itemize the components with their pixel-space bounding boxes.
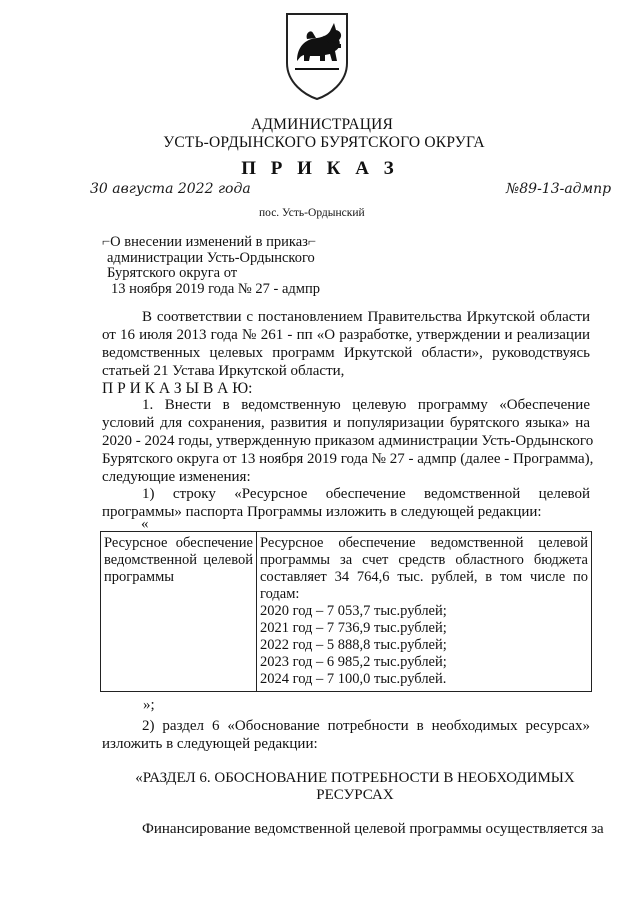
subject-line: Бурятского округа от — [107, 265, 238, 281]
subject-line: администрации Усть-Ордынского — [107, 249, 315, 266]
paragraph-line: 2020 - 2024 годы, утвержденную приказом администрации Усть-Ордынского — [102, 433, 594, 449]
paragraph-line: программы» паспорта Программы изложить в следующей редакции: — [102, 504, 542, 520]
paragraph-line: 1. Внести в ведомственную целевую программу «Обеспечение — [142, 397, 590, 413]
handwritten-number: №89-13-адмпр — [506, 181, 612, 197]
table-cell-value: Ресурсное обеспечение ведомственной целевой программы за счет средств областного бюджета составляет 34 764,6 тыс. рублей, в том числе по годам: 2020 год – 7 053,7 тыс.рублей; 2021 год – 7 736,9 тыс.рублей; 2022 год – 5 888,8 тыс.рублей; 2023 год – 6 985,2 тыс.рублей; 2024 год – 7 100,0 тыс.рублей. — [257, 532, 592, 692]
coat-of-arms-icon — [283, 11, 351, 101]
year-amount: 2024 год – 7 100,0 тыс.рублей. — [260, 671, 447, 687]
paragraph-line: Бурятского округа от 13 ноября 2019 года № 27 - адмпр (далее - Программа), — [102, 451, 594, 467]
subject-block — [102, 235, 320, 297]
close-quote: »; — [143, 697, 155, 713]
paragraph-line: ведомственных целевых программ Иркутской области», руководствуясь — [102, 345, 590, 361]
paragraph-line: изложить в следующей редакции: — [102, 736, 318, 752]
paragraph-line: Финансирование ведомственной целевой программы осуществляется за — [142, 821, 604, 837]
resources-table — [100, 531, 592, 692]
place-label: пос. Усть-Ордынский — [259, 207, 365, 219]
paragraph-line: В соответствии с постановлением Правительства Иркутской области — [142, 309, 590, 325]
paragraph-line: 2) раздел 6 «Обоснование потребности в необходимых ресурсах» — [142, 718, 590, 734]
paragraph-line: от 16 июля 2013 года № 261 - пп «О разработке, утверждении и реализации — [102, 327, 590, 343]
handwritten-date: 30 августа 2022 года — [90, 181, 251, 197]
open-quote: « — [141, 516, 149, 532]
doc-type-title: П Р И К А З — [241, 158, 399, 179]
year-amount: 2020 год – 7 053,7 тыс.рублей; — [260, 603, 447, 619]
table-cell-label: Ресурсное обеспечение ведомственной целевой программы — [101, 532, 257, 692]
paragraph-line: условий для сохранения, развития и популяризации бурятского языка» на — [102, 415, 590, 431]
year-amount: 2023 год – 6 985,2 тыс.рублей; — [260, 654, 447, 670]
subject-line: ⌐О внесении изменений в приказ⌐ — [102, 234, 317, 250]
section-title-line: «РАЗДЕЛ 6. ОБОСНОВАНИЕ ПОТРЕБНОСТИ В НЕОБХОДИМЫХ — [135, 770, 575, 786]
section-title-line: РЕСУРСАХ — [316, 787, 394, 803]
paragraph-line: 1) строку «Ресурсное обеспечение ведомственной целевой — [142, 486, 590, 502]
org-name-line1: АДМИНИСТРАЦИЯ — [250, 116, 394, 133]
prikazyvayu-heading: П Р И К А З Ы В А Ю: — [102, 380, 253, 397]
year-amount: 2022 год – 5 888,8 тыс.рублей; — [260, 637, 447, 653]
paragraph-line: следующие изменения: — [102, 469, 251, 485]
org-name-line2: УСТЬ-ОРДЫНСКОГО БУРЯТСКОГО ОКРУГА — [163, 134, 485, 151]
subject-line: 13 ноября 2019 года № 27 - адмпр — [111, 280, 320, 297]
table-row — [101, 532, 592, 692]
paragraph-line: статьей 21 Устава Иркутской области, — [102, 363, 345, 379]
year-amount: 2021 год – 7 736,9 тыс.рублей; — [260, 620, 447, 636]
